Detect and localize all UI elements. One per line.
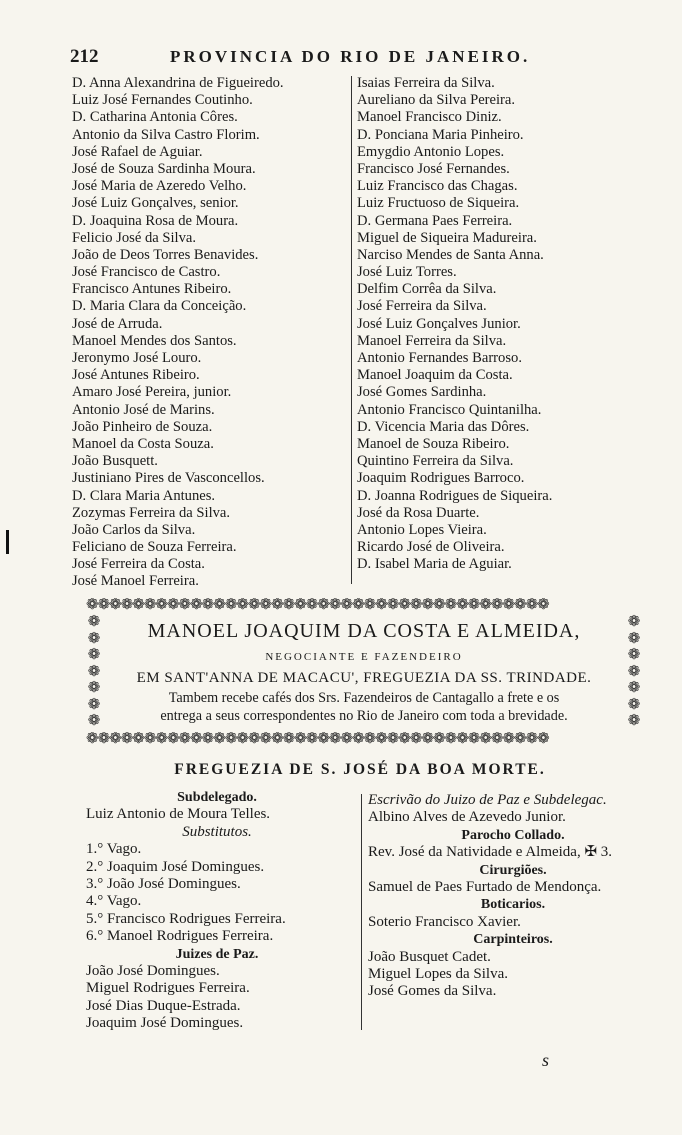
name-entry: Feliciano de Souza Ferreira.	[72, 539, 237, 556]
name-entry: Manoel de Souza Ribeiro.	[357, 435, 510, 452]
judges-list	[86, 963, 348, 1033]
name-entry: D. Vicencia Maria das Dôres.	[357, 418, 530, 435]
name-entry: Luiz José Fernandes Coutinho.	[72, 92, 253, 109]
name-entry: José Ferreira da Costa.	[72, 556, 205, 573]
name-entry: Antonio Fernandes Barroso.	[357, 350, 522, 366]
section-heading: Juizes de Paz.	[175, 946, 259, 962]
name-entry: José Antunes Ribeiro.	[72, 367, 200, 384]
name-entry: Manoel Francisco Diniz.	[357, 109, 502, 126]
name-entry: Amaro José Pereira, junior.	[72, 384, 232, 401]
name-entry: Miguel de Siqueira Madureira.	[357, 229, 537, 246]
name-entry: João Pinheiro de Souza.	[72, 418, 213, 435]
substitute-entry: 3.° João José Domingues.	[86, 875, 241, 892]
name-entry: Delfim Corrêa da Silva.	[357, 281, 497, 298]
name-entry: Antonio da Silva Castro Florim.	[72, 126, 260, 143]
name-entry: José da Rosa Duarte.	[357, 504, 480, 521]
officials-column-left	[86, 789, 348, 1032]
column-divider	[361, 794, 362, 1030]
name-entry: Jeronymo José Louro.	[72, 350, 202, 366]
name-entry: D. Joanna Rodrigues de Siqueira.	[357, 487, 553, 504]
parish-heading: FREGUEZIA DE S. JOSÉ DA BOA MORTE.	[174, 761, 546, 778]
substitute-entry: 4.° Vago.	[86, 893, 142, 910]
section-heading: Parocho Collado.	[461, 827, 565, 843]
name-entry: Emygdio Antonio Lopes.	[357, 143, 505, 160]
name-entry: Luiz Francisco das Chagas.	[357, 178, 518, 195]
substitute-entry: 6.° Manoel Rodrigues Ferreira.	[86, 928, 274, 945]
ornament-border-top: ❁❁❁❁❁❁❁❁❁❁❁❁❁❁❁❁❁❁❁❁❁❁❁❁❁❁❁❁❁❁❁❁❁❁❁❁❁❁❁❁	[86, 598, 549, 613]
name-entry: D. Germana Paes Ferreira.	[357, 212, 513, 229]
name-entry: José de Souza Sardinha Moura.	[72, 160, 256, 177]
section-heading: Substitutos.	[182, 823, 252, 840]
judge-entry: João José Domingues.	[86, 962, 220, 979]
advert-occupation: NEGOCIANTE E FAZENDEIRO	[265, 651, 463, 663]
official-entry: Samuel de Paes Furtado de Mendonça.	[368, 878, 602, 895]
name-entry: José Maria de Azeredo Velho.	[72, 178, 247, 195]
section-heading: Subdelegado.	[177, 790, 257, 805]
footer-mark: s	[542, 1050, 550, 1070]
name-entry: Manoel Mendes dos Santos.	[72, 332, 237, 349]
name-entry: Justiniano Pires de Vasconcellos.	[72, 470, 265, 487]
page-header	[70, 46, 630, 70]
ornament-border-bottom: ❁❁❁❁❁❁❁❁❁❁❁❁❁❁❁❁❁❁❁❁❁❁❁❁❁❁❁❁❁❁❁❁❁❁❁❁❁❁❁❁	[86, 732, 549, 747]
carpenter-entry: João Busquet Cadet.	[368, 948, 491, 965]
substitute-entry: 1.° Vago.	[86, 841, 142, 858]
name-entry: Manoel da Costa Souza.	[72, 435, 214, 452]
name-entry: Manoel Joaquim da Costa.	[357, 367, 513, 384]
name-entry: Quintino Ferreira da Silva.	[357, 453, 514, 470]
name-entry: Aureliano da Silva Pereira.	[357, 92, 516, 109]
judge-entry: Miguel Rodrigues Ferreira.	[86, 980, 250, 997]
advert-name: MANOEL JOAQUIM DA COSTA E ALMEIDA,	[147, 620, 581, 642]
name-entry: Ricardo José de Oliveira.	[357, 539, 505, 556]
name-entry: D. Joaquina Rosa de Moura.	[72, 212, 239, 229]
name-entry: José Luiz Gonçalves, senior.	[72, 195, 239, 212]
ink-mark	[6, 530, 9, 554]
name-entry: Antonio Lopes Vieira.	[357, 521, 487, 538]
carpenters-list	[368, 949, 658, 1001]
advert-location: EM SANT'ANNA DE MACACU', FREGUEZIA DA SS. TRINDADE.	[136, 670, 592, 686]
advert-text	[106, 690, 622, 725]
name-entry: José Luiz Torres.	[357, 264, 457, 281]
official-entry: Luiz Antonio de Moura Telles.	[86, 806, 271, 823]
name-entry: Antonio José de Marins.	[72, 401, 215, 418]
name-entry: Felicio José da Silva.	[72, 229, 197, 246]
name-entry: João de Deos Torres Benavides.	[72, 246, 259, 263]
official-entry: Albino Alves de Azevedo Junior.	[368, 809, 566, 826]
substitutes-list	[86, 841, 348, 945]
name-entry: Isaias Ferreira da Silva.	[357, 75, 495, 91]
name-entry: D. Isabel Maria de Aguiar.	[357, 556, 512, 573]
name-entry: José Rafael de Aguiar.	[72, 143, 203, 160]
ornament-border-right: ❁❁❁❁❁❁❁	[627, 614, 641, 729]
carpenter-entry: José Gomes da Silva.	[368, 983, 497, 1000]
name-entry: Zozymas Ferreira da Silva.	[72, 504, 231, 521]
officials-column-right	[368, 792, 658, 1001]
name-entry: Francisco José Fernandes.	[357, 160, 510, 177]
section-heading: Escrivão do Juizo de Paz e Subdelegac.	[368, 792, 607, 808]
name-entry: Antonio Francisco Quintanilha.	[357, 401, 542, 418]
section-heading: Boticarios.	[480, 897, 546, 913]
name-entry: José Manoel Ferreira.	[72, 573, 199, 590]
name-entry: D. Ponciana Maria Pinheiro.	[357, 126, 524, 143]
substitute-entry: 2.° Joaquim José Domingues.	[86, 858, 265, 875]
substitute-entry: 5.° Francisco Rodrigues Ferreira.	[86, 910, 286, 927]
name-entry: José Ferreira da Silva.	[357, 298, 487, 315]
name-entry: José de Arruda.	[72, 315, 163, 332]
name-entry: D. Clara Maria Antunes.	[72, 487, 216, 504]
name-entry: Narciso Mendes de Santa Anna.	[357, 246, 544, 263]
page-number: 212	[70, 46, 99, 67]
judge-entry: Joaquim José Domingues.	[86, 1015, 244, 1032]
column-divider	[351, 76, 352, 584]
section-heading: Carpinteiros.	[473, 932, 553, 948]
names-column-left	[72, 75, 284, 591]
name-entry: José Francisco de Castro.	[72, 264, 221, 281]
carpenter-entry: Miguel Lopes da Silva.	[368, 965, 508, 982]
official-entry: Soterio Francisco Xavier.	[368, 913, 521, 930]
advert-line: Tambem recebe cafés dos Srs. Fazendeiros de Cantagallo a frete e os	[168, 690, 560, 706]
name-entry: José Luiz Gonçalves Junior.	[357, 315, 521, 332]
section-heading: Cirurgiões.	[479, 862, 547, 878]
ornament-border-left: ❁❁❁❁❁❁❁	[87, 614, 101, 729]
running-title: PROVINCIA DO RIO DE JANEIRO.	[170, 47, 531, 66]
names-column-right	[357, 75, 552, 573]
name-entry: João Busquett.	[72, 453, 158, 470]
name-entry: D. Anna Alexandrina de Figueiredo.	[72, 75, 284, 91]
advertisement-box	[86, 598, 642, 750]
name-entry: D. Maria Clara da Conceição.	[72, 298, 247, 315]
name-entry: Manoel Ferreira da Silva.	[357, 332, 507, 349]
name-entry: João Carlos da Silva.	[72, 521, 196, 538]
name-entry: Francisco Antunes Ribeiro.	[72, 281, 232, 298]
name-entry: Luiz Fructuoso de Siqueira.	[357, 195, 520, 212]
official-entry: Rev. José da Natividade e Almeida, ✠ 3.	[368, 844, 613, 861]
name-entry: José Gomes Sardinha.	[357, 384, 487, 401]
name-entry: Joaquim Rodrigues Barroco.	[357, 470, 525, 487]
judge-entry: José Dias Duque-Estrada.	[86, 997, 241, 1014]
name-entry: D. Catharina Antonia Côres.	[72, 109, 238, 126]
advert-line: entrega a seus correspondentes no Rio de Janeiro com toda a brevidade.	[160, 707, 568, 724]
